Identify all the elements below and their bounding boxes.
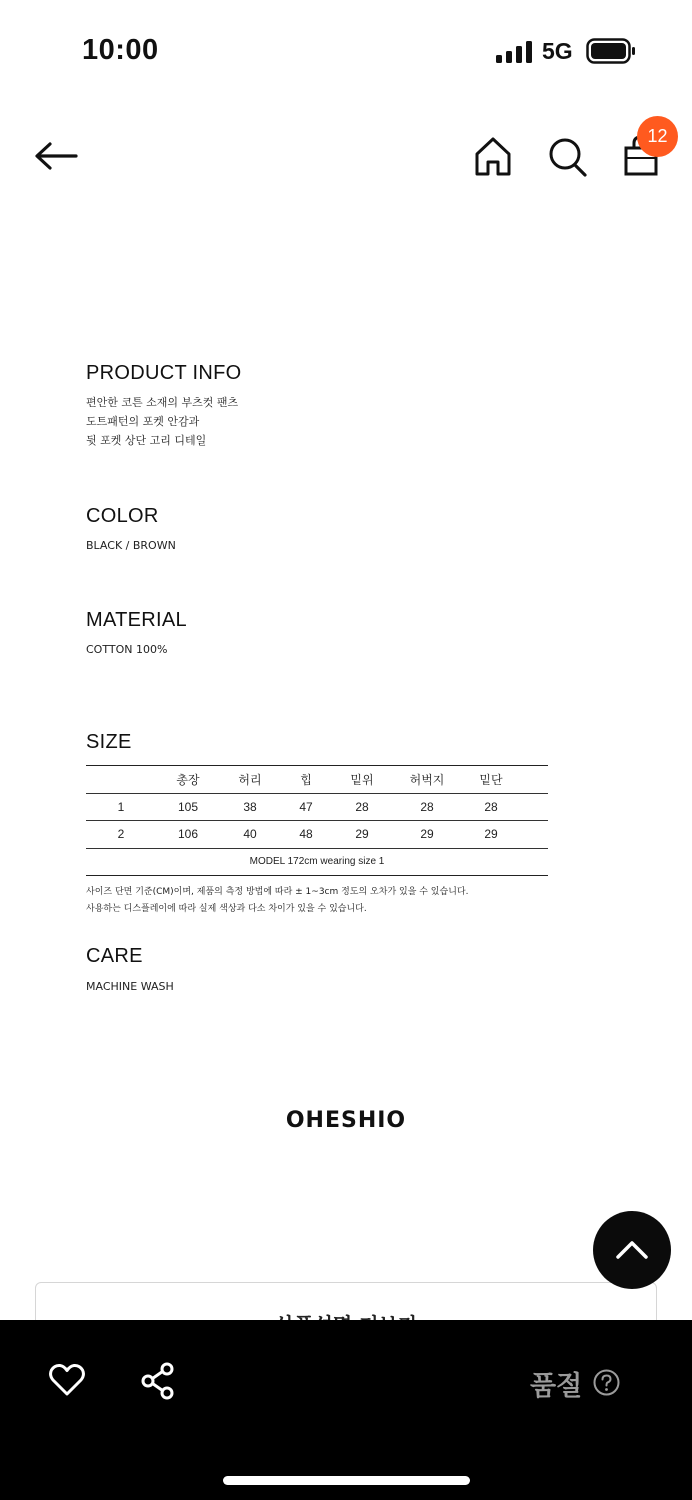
size-cell: 48 [280,821,332,849]
size-header-cell [86,766,156,794]
home-indicator[interactable] [223,1476,470,1485]
size-title: SIZE [86,731,132,753]
size-cell: 28 [462,793,520,821]
size-header-cell: 허리 [220,766,280,794]
product-info-line: 도트패턴의 포켓 안감과 [86,415,200,428]
size-notes [86,884,468,918]
size-cell: 29 [332,821,392,849]
size-table [86,765,548,876]
size-cell: 106 [156,821,220,849]
size-header-cell: 밑위 [332,766,392,794]
sold-out-label: 품절 [530,1371,583,1402]
question-circle-icon[interactable] [593,1369,620,1396]
back-arrow-icon[interactable] [32,138,80,174]
brand-logo: OHESHIO [285,1108,407,1133]
model-note-row [86,848,548,876]
size-cell: 105 [156,793,220,821]
signal-bars-icon [496,41,532,63]
product-info-description [86,393,238,450]
heart-icon[interactable] [48,1362,86,1398]
care-value: MACHINE WASH [86,980,174,993]
product-info-line: 뒷 포켓 상단 고리 디테일 [86,434,207,447]
table-row [86,793,548,821]
product-info-line: 편안한 코튼 소재의 부츠컷 팬츠 [86,396,239,409]
network-label: 5G [542,38,573,64]
product-info-title: PRODUCT INFO [86,362,242,384]
status-bar [0,0,692,100]
size-header-cell: 허벅지 [392,766,462,794]
size-table-header [86,766,548,794]
table-row [86,821,548,849]
material-title: MATERIAL [86,609,187,631]
top-navigation [0,112,692,202]
size-cell: 38 [220,793,280,821]
material-value: COTTON 100% [86,643,168,656]
battery-icon [586,38,636,64]
size-header-cell: 힙 [280,766,332,794]
status-time: 10:00 [82,34,159,66]
color-title: COLOR [86,505,159,527]
size-cell: 29 [392,821,462,849]
size-cell: 2 [86,821,156,849]
color-value: BLACK / BROWN [86,539,176,552]
size-note-line: 사용하는 디스플레이에 따라 실제 색상과 다소 차이가 있을 수 있습니다. [86,904,367,914]
search-icon[interactable] [546,134,588,178]
share-icon[interactable] [140,1362,176,1400]
scroll-top-button[interactable] [593,1211,671,1289]
size-header-cell: 밑단 [462,766,520,794]
bottom-action-bar [0,1320,692,1500]
size-note-line: 사이즈 단면 기준(CM)이며, 제품의 측정 방법에 따라 ± 1~3cm 정도의 오차가 있을 수 있습니다. [86,887,469,897]
model-note: MODEL 172cm wearing size 1 [86,848,548,876]
size-cell: 28 [392,793,462,821]
chevron-up-icon [614,1235,650,1265]
size-cell: 47 [280,793,332,821]
cart-count-badge[interactable]: 12 [637,116,678,157]
size-header-cell: 총장 [156,766,220,794]
size-cell: 1 [86,793,156,821]
size-cell: 28 [332,793,392,821]
size-cell: 29 [462,821,520,849]
size-cell: 40 [220,821,280,849]
home-icon[interactable] [472,134,514,178]
care-title: CARE [86,945,143,967]
